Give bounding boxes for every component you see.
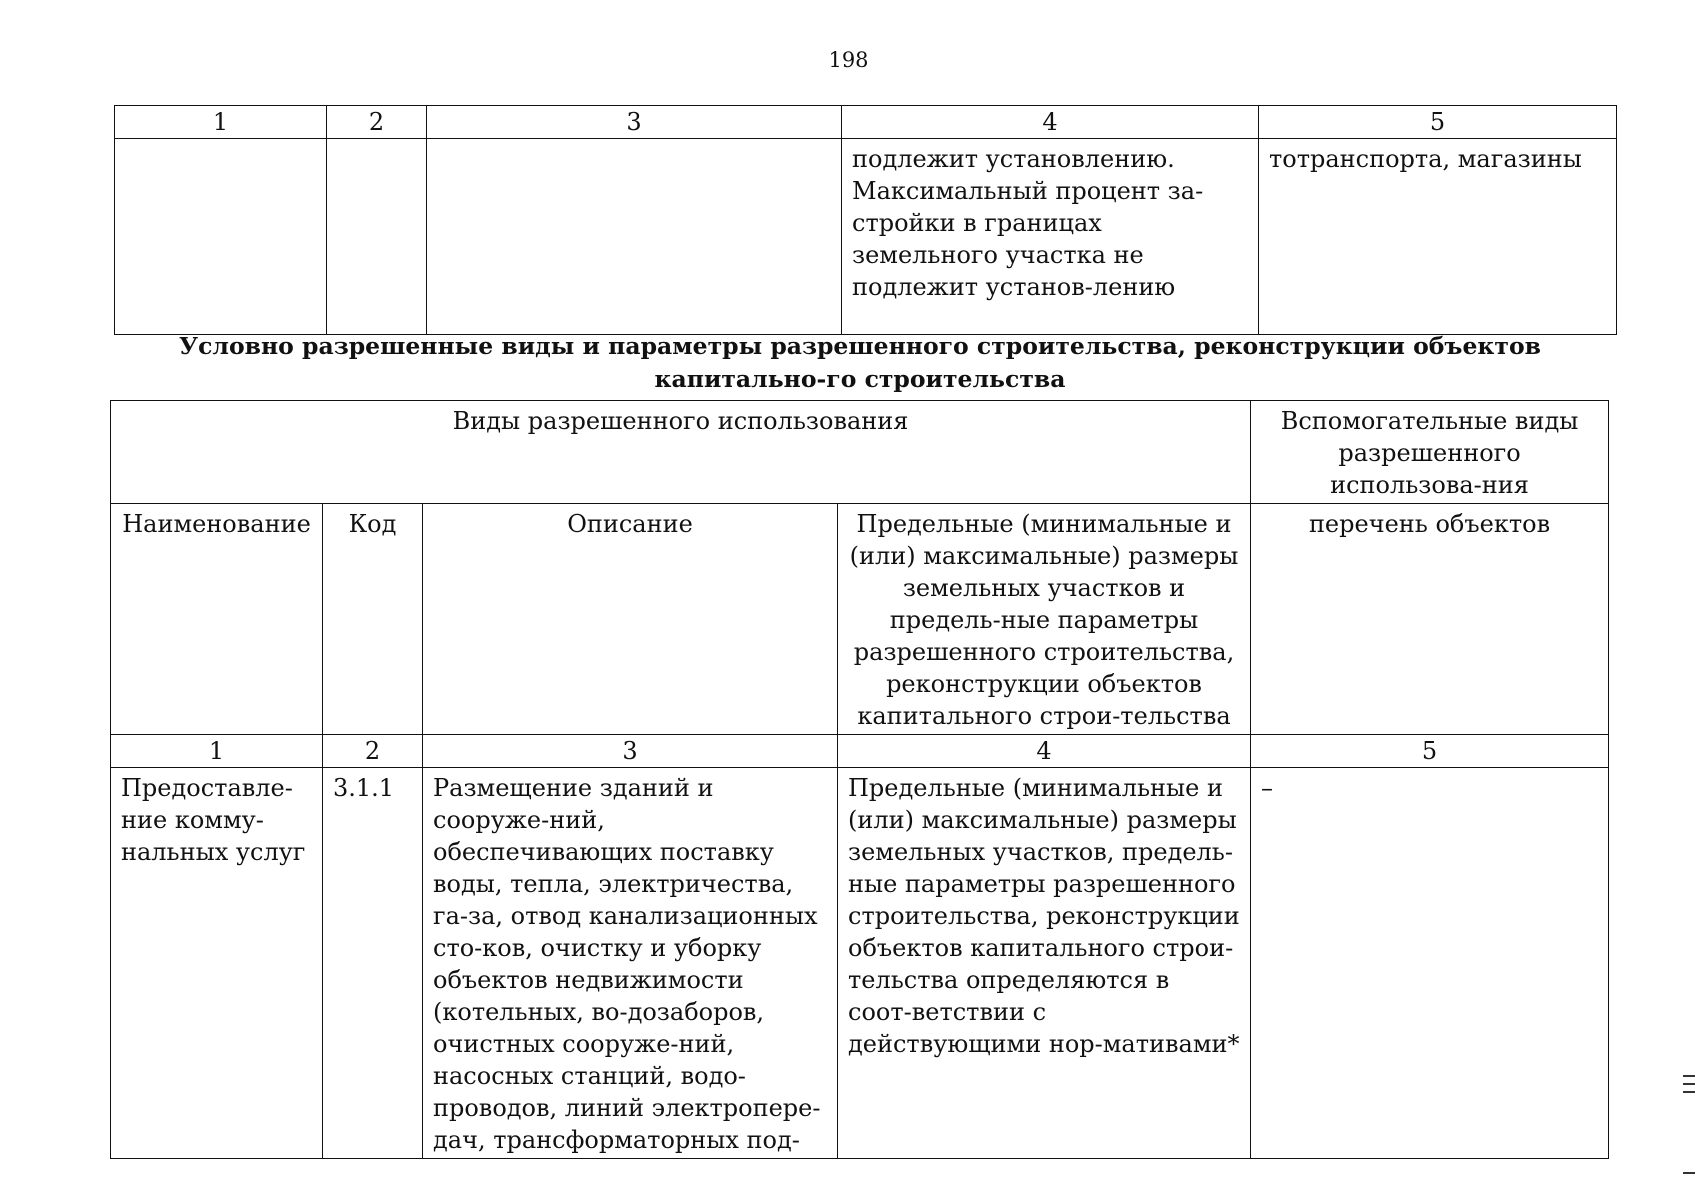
- name-cell: [115, 139, 327, 335]
- name-cell: Предоставле-ние комму-нальных услуг: [111, 768, 323, 1159]
- column-number: 2: [327, 106, 427, 139]
- header-name: Наименование: [111, 504, 323, 735]
- page-number: 198: [828, 48, 869, 72]
- header-description: Описание: [423, 504, 838, 735]
- header-parameters: Предельные (минимальные и (или) максимальные) размеры земельных участков и предель-ные параметры разрешенного строительства, реконструкции объектов капитального строи-тельства: [838, 504, 1251, 735]
- table-row: [111, 768, 1609, 1159]
- column-number: 3: [427, 106, 842, 139]
- auxiliary-cell: тотранспорта, магазины: [1259, 139, 1617, 335]
- permitted-use-table: [110, 400, 1609, 1159]
- scan-edge-mark: [1683, 1172, 1695, 1174]
- parameters-cell: Предельные (минимальные и (или) максимальные) размеры земельных участков, предель-ные параметры разрешенного строительства, реконструкции объектов капитального строи-тельства определяются в соот-ветствии с действующими нор-мативами*: [838, 768, 1251, 1159]
- column-number-row: [115, 106, 1617, 139]
- header-columns-row: [111, 504, 1609, 735]
- header-code: Код: [323, 504, 423, 735]
- column-number: 1: [111, 735, 323, 768]
- column-number: 5: [1251, 735, 1609, 768]
- section-title: Условно разрешенные виды и параметры разрешенного строительства, реконструкции объектов капитально-го строительства: [179, 332, 1541, 393]
- continuation-table: [114, 105, 1617, 335]
- column-number: 4: [842, 106, 1259, 139]
- description-cell: [427, 139, 842, 335]
- header-group-row: [111, 401, 1609, 504]
- header-aux-list: перечень объектов: [1251, 504, 1609, 735]
- scan-edge-marks: [1683, 1075, 1695, 1099]
- header-auxiliary-use: Вспомогательные виды разрешенного использова-ния: [1251, 401, 1609, 504]
- code-cell: [327, 139, 427, 335]
- column-number-row: [111, 735, 1609, 768]
- column-number: 2: [323, 735, 423, 768]
- column-number: 1: [115, 106, 327, 139]
- header-group-permitted-use: Виды разрешенного использования: [111, 401, 1251, 504]
- column-number: 5: [1259, 106, 1617, 139]
- table-row: [115, 139, 1617, 335]
- column-number: 4: [838, 735, 1251, 768]
- code-cell: 3.1.1: [323, 768, 423, 1159]
- column-number: 3: [423, 735, 838, 768]
- parameters-cell: подлежит установлению. Максимальный процент за-стройки в границах земельного участка не подлежит установ-лению: [842, 139, 1259, 335]
- description-cell: Размещение зданий и сооруже-ний, обеспечивающих поставку воды, тепла, электричества, га-за, отвод канализационных сто-ков, очистку и уборку объектов недвижимости (котельных, во-дозаборов, очистных сооруже-ний, насосных станций, водо-проводов, линий электропере-дач, трансформаторных под-: [423, 768, 838, 1159]
- auxiliary-cell: –: [1251, 768, 1609, 1159]
